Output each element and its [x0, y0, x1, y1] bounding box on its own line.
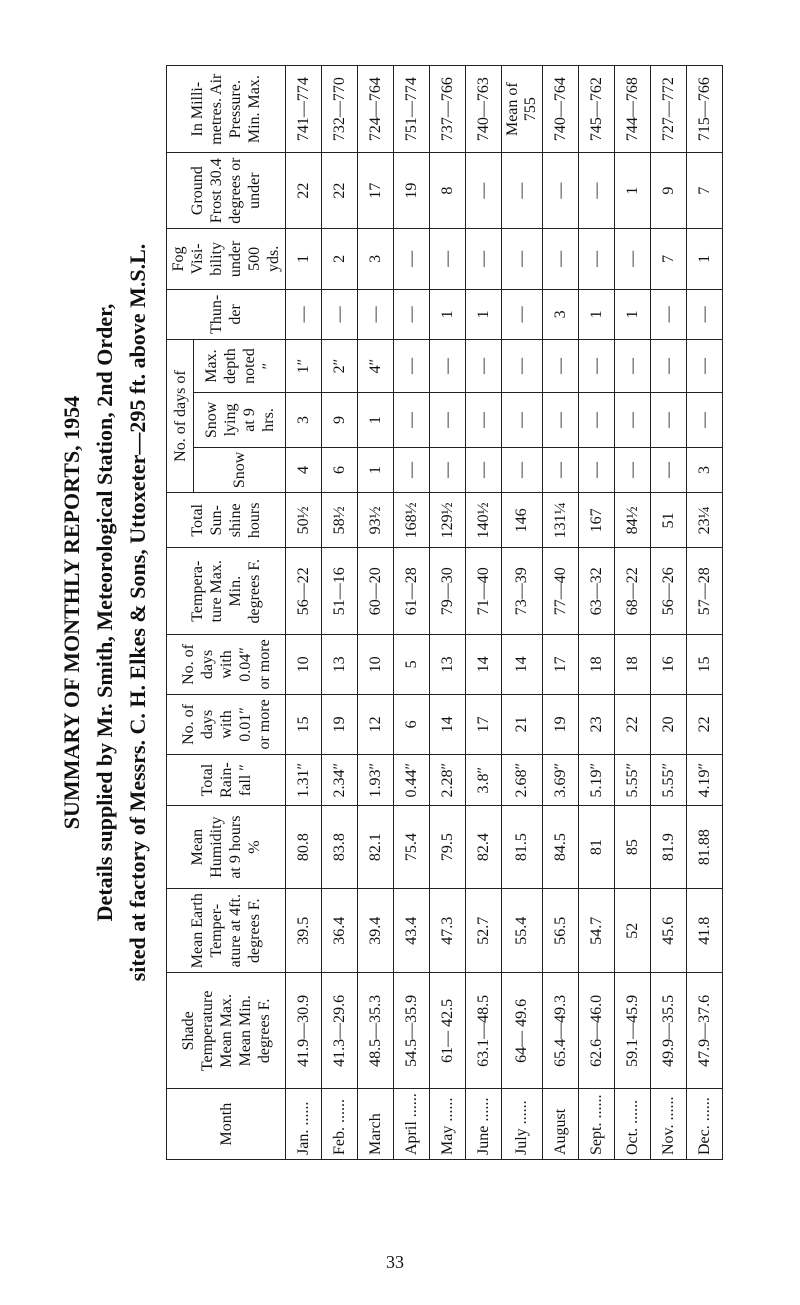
humidity-cell: 85: [615, 806, 651, 889]
earth-temp-cell: 36.4: [322, 888, 358, 972]
fog-cell: 3: [358, 228, 394, 289]
snow-lying-cell: —: [543, 393, 579, 448]
days-001-cell: 22: [615, 694, 651, 754]
ground-frost-cell: 22: [322, 153, 358, 229]
humidity-cell: 81: [579, 806, 615, 889]
shade-temp-cell: 62.6—46.0: [579, 973, 615, 1089]
month-cell: Dec. ......: [687, 1089, 723, 1160]
thunder-cell: —: [687, 289, 723, 339]
temp-range-cell: 57—28: [687, 548, 723, 634]
rotated-page: [55, 65, 760, 1160]
max-depth-cell: —: [651, 339, 687, 392]
days-004-cell: 5: [394, 634, 430, 694]
ground-frost-cell: —: [543, 153, 579, 229]
shade-temp-cell: 63.1—48.5: [466, 973, 502, 1089]
fog-cell: —: [502, 228, 543, 289]
temp-range-cell: 60—20: [358, 548, 394, 634]
days-004-cell: 13: [430, 634, 466, 694]
snow-lying-cell: 1: [358, 393, 394, 448]
humidity-cell: 81.9: [651, 806, 687, 889]
temp-range-cell: 77—40: [543, 548, 579, 634]
rainfall-cell: 2.34″: [322, 754, 358, 805]
sunshine-cell: 93½: [358, 493, 394, 548]
rainfall-cell: 3.69″: [543, 754, 579, 805]
temp-range-cell: 71—40: [466, 548, 502, 634]
header-days-001: No. of days with 0.01″ or more: [167, 694, 286, 754]
fog-cell: —: [579, 228, 615, 289]
snow-cell: 4: [286, 447, 322, 492]
days-004-cell: 18: [579, 634, 615, 694]
table-row: [502, 66, 543, 1160]
days-001-cell: 17: [466, 694, 502, 754]
days-004-cell: 10: [286, 634, 322, 694]
report-subtitle-1: Details supplied by Mr. Smith, Meteorological Station, 2nd Order,: [92, 303, 117, 922]
shade-temp-cell: 48.5—35.3: [358, 973, 394, 1089]
table-row: [286, 66, 322, 1160]
snow-cell: 3: [687, 447, 723, 492]
max-depth-cell: —: [502, 339, 543, 392]
thunder-cell: —: [651, 289, 687, 339]
pressure-cell: 737—766: [430, 66, 466, 153]
snow-lying-cell: 9: [322, 393, 358, 448]
pressure-cell: 741—774: [286, 66, 322, 153]
days-004-cell: 16: [651, 634, 687, 694]
earth-temp-cell: 45.6: [651, 888, 687, 972]
earth-temp-cell: 54.7: [579, 888, 615, 972]
earth-temp-cell: 52: [615, 888, 651, 972]
temp-range-cell: 68—22: [615, 548, 651, 634]
page-number: 33: [386, 1252, 404, 1272]
snow-lying-cell: —: [466, 393, 502, 448]
header-fog: Fog Visi-bility under 500 yds.: [167, 228, 286, 289]
header-month: Month: [167, 1089, 286, 1160]
max-depth-cell: —: [430, 339, 466, 392]
earth-temp-cell: 47.3: [430, 888, 466, 972]
summary-table: [166, 65, 723, 1160]
days-001-cell: 23: [579, 694, 615, 754]
snow-lying-cell: —: [579, 393, 615, 448]
month-cell: May ......: [430, 1089, 466, 1160]
days-004-cell: 14: [466, 634, 502, 694]
thunder-cell: —: [502, 289, 543, 339]
max-depth-cell: 4″: [358, 339, 394, 392]
earth-temp-cell: 41.8: [687, 888, 723, 972]
max-depth-cell: —: [543, 339, 579, 392]
ground-frost-cell: —: [579, 153, 615, 229]
sunshine-cell: 50½: [286, 493, 322, 548]
temp-range-cell: 61—28: [394, 548, 430, 634]
header-rainfall: Total Rain-fall ″: [167, 754, 286, 805]
shade-temp-cell: 54.5—35.9: [394, 973, 430, 1089]
days-001-cell: 15: [286, 694, 322, 754]
days-004-cell: 18: [615, 634, 651, 694]
header-snow: Snow: [194, 447, 286, 492]
temp-range-cell: 51—16: [322, 548, 358, 634]
thunder-cell: 1: [430, 289, 466, 339]
table-row: [543, 66, 579, 1160]
table-row: [651, 66, 687, 1160]
humidity-cell: 81.5: [502, 806, 543, 889]
days-001-cell: 20: [651, 694, 687, 754]
earth-temp-cell: 43.4: [394, 888, 430, 972]
thunder-cell: —: [358, 289, 394, 339]
days-004-cell: 15: [687, 634, 723, 694]
header-max-depth: Max. depth noted ″: [194, 339, 286, 392]
ground-frost-cell: —: [466, 153, 502, 229]
table-row: [430, 66, 466, 1160]
month-cell: Jan. ......: [286, 1089, 322, 1160]
pressure-cell: Mean of 755: [502, 66, 543, 153]
pressure-cell: 744—768: [615, 66, 651, 153]
fog-cell: 1: [687, 228, 723, 289]
rainfall-cell: 5.55″: [615, 754, 651, 805]
month-cell: Sept. ......: [579, 1089, 615, 1160]
table-row: [615, 66, 651, 1160]
thunder-cell: 3: [543, 289, 579, 339]
table-row: [358, 66, 394, 1160]
max-depth-cell: 2″: [322, 339, 358, 392]
fog-cell: 1: [286, 228, 322, 289]
max-depth-cell: —: [579, 339, 615, 392]
temp-range-cell: 79—30: [430, 548, 466, 634]
shade-temp-cell: 64— 49.6: [502, 973, 543, 1089]
snow-cell: 6: [322, 447, 358, 492]
table-row: [466, 66, 502, 1160]
snow-lying-cell: —: [430, 393, 466, 448]
days-001-cell: 6: [394, 694, 430, 754]
sunshine-cell: 129½: [430, 493, 466, 548]
max-depth-cell: 1″: [286, 339, 322, 392]
temp-range-cell: 73—39: [502, 548, 543, 634]
snow-cell: —: [466, 447, 502, 492]
humidity-cell: 84.5: [543, 806, 579, 889]
snow-cell: 1: [358, 447, 394, 492]
days-001-cell: 22: [687, 694, 723, 754]
header-thunder: Thun-der: [167, 289, 286, 339]
month-cell: August: [543, 1089, 579, 1160]
snow-cell: —: [651, 447, 687, 492]
earth-temp-cell: 39.5: [286, 888, 322, 972]
snow-lying-cell: —: [687, 393, 723, 448]
temp-range-cell: 56—22: [286, 548, 322, 634]
snow-cell: —: [543, 447, 579, 492]
snow-cell: —: [615, 447, 651, 492]
pressure-cell: 715—766: [687, 66, 723, 153]
humidity-cell: 81.88: [687, 806, 723, 889]
ground-frost-cell: —: [502, 153, 543, 229]
shade-temp-cell: 59.1—45.9: [615, 973, 651, 1089]
thunder-cell: 1: [579, 289, 615, 339]
sunshine-cell: 168½: [394, 493, 430, 548]
pressure-cell: 740—763: [466, 66, 502, 153]
header-pressure: In Milli-metres. Air Pressure. Min. Max.: [167, 66, 286, 153]
ground-frost-cell: 19: [394, 153, 430, 229]
header-no-of-days-of: No. of days of: [167, 339, 194, 492]
fog-cell: —: [615, 228, 651, 289]
rainfall-cell: 5.55″: [651, 754, 687, 805]
pressure-cell: 751—774: [394, 66, 430, 153]
thunder-cell: —: [286, 289, 322, 339]
humidity-cell: 75.4: [394, 806, 430, 889]
pressure-cell: 732—770: [322, 66, 358, 153]
days-001-cell: 12: [358, 694, 394, 754]
ground-frost-cell: 7: [687, 153, 723, 229]
month-cell: Feb. ......: [322, 1089, 358, 1160]
thunder-cell: 1: [615, 289, 651, 339]
month-cell: April ......: [394, 1089, 430, 1160]
rainfall-cell: 2.68″: [502, 754, 543, 805]
sunshine-cell: 167: [579, 493, 615, 548]
temp-range-cell: 63—32: [579, 548, 615, 634]
days-004-cell: 17: [543, 634, 579, 694]
shade-temp-cell: 47.9—37.6: [687, 973, 723, 1089]
days-004-cell: 14: [502, 634, 543, 694]
shade-temp-cell: 49.9—35.5: [651, 973, 687, 1089]
pressure-cell: 727—772: [651, 66, 687, 153]
shade-temp-cell: 65.4—49.3: [543, 973, 579, 1089]
pressure-cell: 745—762: [579, 66, 615, 153]
max-depth-cell: —: [466, 339, 502, 392]
earth-temp-cell: 39.4: [358, 888, 394, 972]
fog-cell: —: [430, 228, 466, 289]
max-depth-cell: —: [615, 339, 651, 392]
sunshine-cell: 131¼: [543, 493, 579, 548]
ground-frost-cell: 8: [430, 153, 466, 229]
header-days-004: No. of days with 0.04″ or more: [167, 634, 286, 694]
max-depth-cell: —: [394, 339, 430, 392]
month-cell: Oct. ......: [615, 1089, 651, 1160]
shade-temp-cell: 41.9—30.9: [286, 973, 322, 1089]
thunder-cell: —: [394, 289, 430, 339]
sunshine-cell: 84½: [615, 493, 651, 548]
days-001-cell: 19: [322, 694, 358, 754]
snow-lying-cell: —: [394, 393, 430, 448]
snow-cell: —: [579, 447, 615, 492]
header-shade-temp: Shade Temperature Mean Max. Mean Min. degrees F.: [167, 973, 286, 1089]
days-001-cell: 19: [543, 694, 579, 754]
snow-cell: —: [430, 447, 466, 492]
pressure-cell: 724—764: [358, 66, 394, 153]
header-snow-lying: Snow lying at 9 hrs.: [194, 393, 286, 448]
days-001-cell: 21: [502, 694, 543, 754]
month-cell: March: [358, 1089, 394, 1160]
rainfall-cell: 3.8″: [466, 754, 502, 805]
fog-cell: 7: [651, 228, 687, 289]
table-body: [286, 66, 723, 1160]
table-row: [687, 66, 723, 1160]
pressure-cell: 740—764: [543, 66, 579, 153]
snow-lying-cell: —: [615, 393, 651, 448]
ground-frost-cell: 1: [615, 153, 651, 229]
month-cell: June ......: [466, 1089, 502, 1160]
ground-frost-cell: 22: [286, 153, 322, 229]
humidity-cell: 82.1: [358, 806, 394, 889]
sunshine-cell: 51: [651, 493, 687, 548]
snow-lying-cell: 3: [286, 393, 322, 448]
fog-cell: —: [466, 228, 502, 289]
table-row: [579, 66, 615, 1160]
ground-frost-cell: 9: [651, 153, 687, 229]
header-temp-range: Tempera-ture Max. Min. degrees F.: [167, 548, 286, 634]
month-cell: July ......: [502, 1089, 543, 1160]
earth-temp-cell: 56.5: [543, 888, 579, 972]
days-004-cell: 10: [358, 634, 394, 694]
snow-lying-cell: —: [502, 393, 543, 448]
rainfall-cell: 4.19″: [687, 754, 723, 805]
sunshine-cell: 23¼: [687, 493, 723, 548]
shade-temp-cell: 61— 42.5: [430, 973, 466, 1089]
header-ground-frost: Ground Frost 30.4 degrees or under: [167, 153, 286, 229]
shade-temp-cell: 41.3—29.6: [322, 973, 358, 1089]
humidity-cell: 83.8: [322, 806, 358, 889]
table-row: [394, 66, 430, 1160]
snow-cell: —: [394, 447, 430, 492]
earth-temp-cell: 52.7: [466, 888, 502, 972]
max-depth-cell: —: [687, 339, 723, 392]
month-cell: Nov. ......: [651, 1089, 687, 1160]
table-row: [322, 66, 358, 1160]
rainfall-cell: 0.44″: [394, 754, 430, 805]
rainfall-cell: 5.19″: [579, 754, 615, 805]
fog-cell: —: [394, 228, 430, 289]
rainfall-cell: 1.93″: [358, 754, 394, 805]
report-subtitle-2: sited at factory of Messrs. C. H. Elkes & Sons, Uttoxeter—295 ft. above M.S.L.: [125, 243, 150, 982]
humidity-cell: 82.4: [466, 806, 502, 889]
sunshine-cell: 146: [502, 493, 543, 548]
rainfall-cell: 1.31″: [286, 754, 322, 805]
report-title: SUMMARY OF MONTHLY REPORTS, 1954: [59, 395, 84, 830]
humidity-cell: 80.8: [286, 806, 322, 889]
snow-lying-cell: —: [651, 393, 687, 448]
header-humidity: Mean Humidity at 9 hours %: [167, 806, 286, 889]
fog-cell: —: [543, 228, 579, 289]
days-004-cell: 13: [322, 634, 358, 694]
snow-cell: —: [502, 447, 543, 492]
sunshine-cell: 58½: [322, 493, 358, 548]
thunder-cell: —: [322, 289, 358, 339]
ground-frost-cell: 17: [358, 153, 394, 229]
header-sunshine: Total Sun-shine hours: [167, 493, 286, 548]
earth-temp-cell: 55.4: [502, 888, 543, 972]
rainfall-cell: 2.28″: [430, 754, 466, 805]
header-row-1: [167, 66, 194, 1160]
fog-cell: 2: [322, 228, 358, 289]
humidity-cell: 79.5: [430, 806, 466, 889]
header-earth-temp: Mean Earth Temper-ature at 4ft. degrees F.: [167, 888, 286, 972]
temp-range-cell: 56—26: [651, 548, 687, 634]
sunshine-cell: 140½: [466, 493, 502, 548]
thunder-cell: 1: [466, 289, 502, 339]
days-001-cell: 14: [430, 694, 466, 754]
